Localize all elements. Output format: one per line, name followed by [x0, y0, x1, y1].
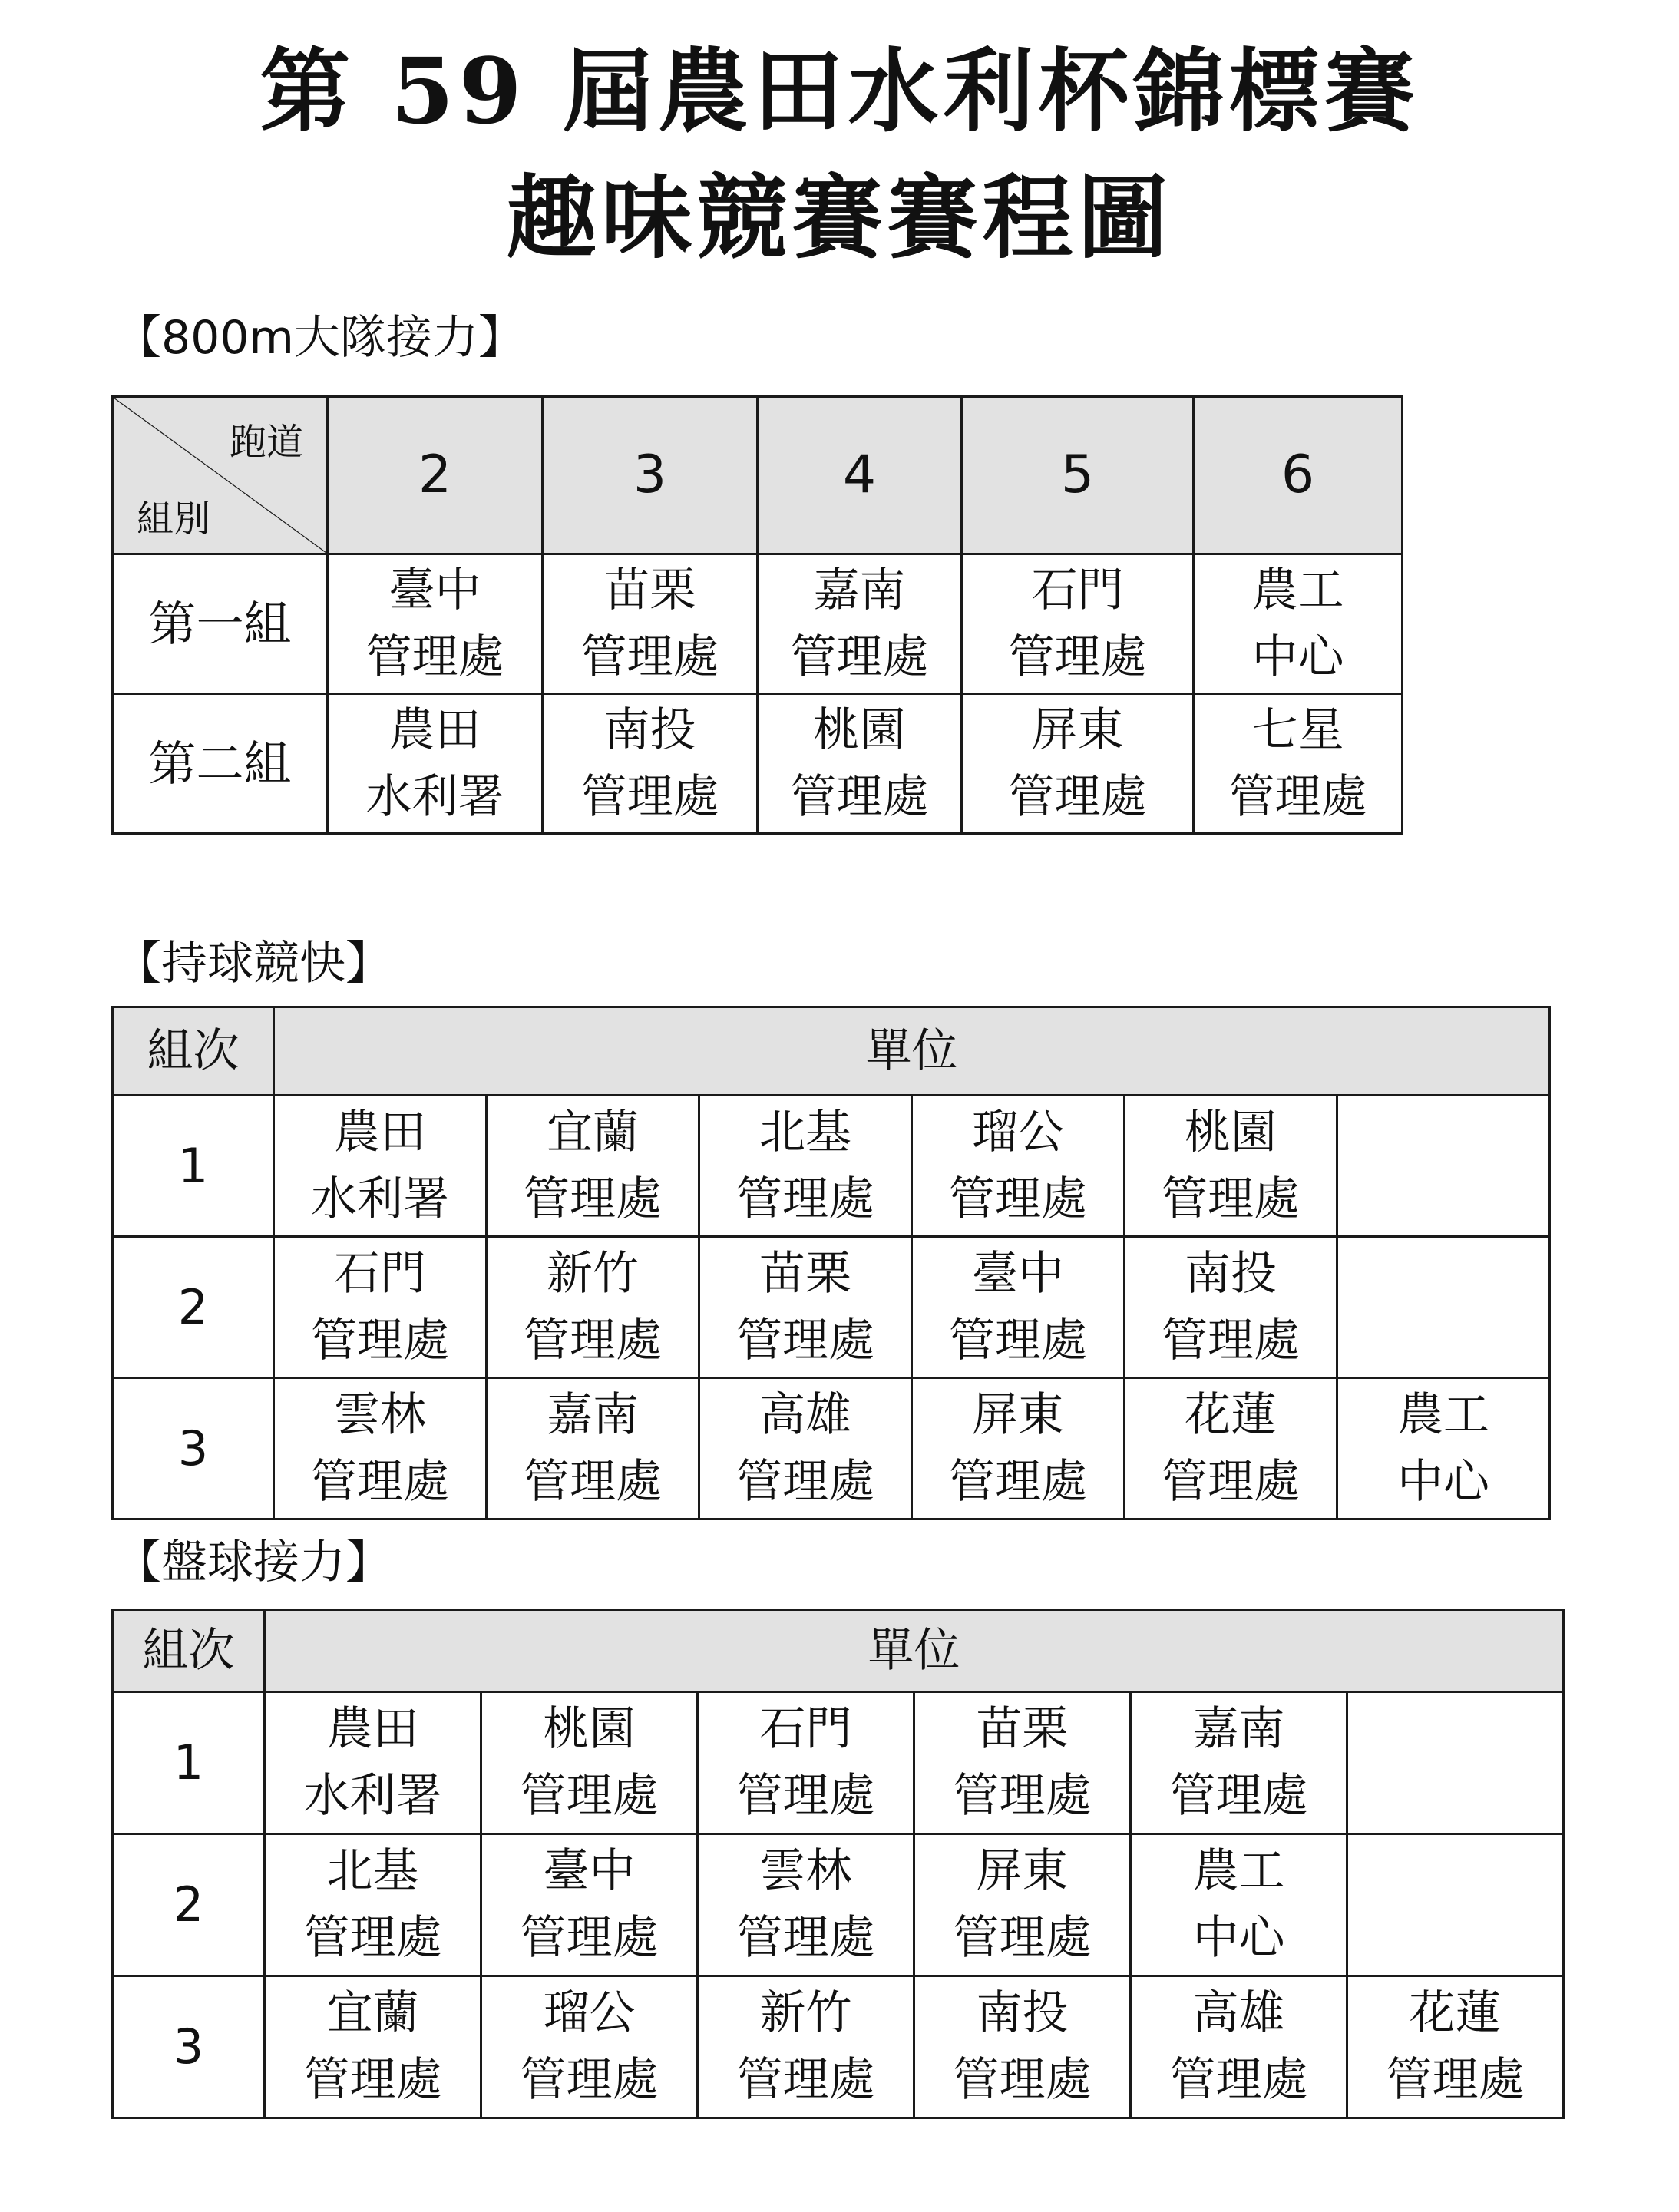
team-unit: 管理處: [1386, 2053, 1525, 2107]
team-cell: [1347, 1976, 1564, 2118]
team-cell: [699, 1378, 912, 1519]
team-unit: 管理處: [303, 2053, 442, 2107]
team-name: 屏東: [1031, 703, 1124, 757]
team-name: 桃園: [543, 1702, 636, 1756]
team-name: 花蓮: [1409, 1986, 1502, 2040]
team-name: 農工: [1397, 1387, 1489, 1442]
table-row: [113, 1378, 1550, 1519]
team-unit: 管理處: [1008, 630, 1147, 684]
team-cell: [698, 1834, 914, 1976]
table-row: [113, 694, 1403, 834]
table-row: [113, 1237, 1550, 1378]
team-unit: 管理處: [1162, 1454, 1300, 1509]
team-cell: [543, 554, 758, 694]
team-cell: [328, 694, 543, 834]
team-unit: 管理處: [520, 1911, 659, 1965]
team-cell: [912, 1096, 1125, 1237]
team-cell: [962, 694, 1194, 834]
team-name: 南投: [603, 703, 696, 757]
team-cell: [487, 1237, 699, 1378]
team-cell: [698, 1692, 914, 1834]
team-unit: 管理處: [1162, 1172, 1300, 1226]
group-axis-label: 組別: [137, 498, 211, 541]
team-name: 高雄: [1192, 1986, 1285, 2040]
team-name: 南投: [1185, 1246, 1277, 1301]
team-name: 瑠公: [972, 1105, 1064, 1159]
team-cell: [1125, 1237, 1337, 1378]
team-unit: 管理處: [949, 1172, 1087, 1226]
team-name: 苗栗: [603, 563, 696, 617]
team-cell: [962, 554, 1194, 694]
team-name: 宜蘭: [326, 1986, 419, 2040]
empty-cell: [1347, 1834, 1564, 1976]
team-name: 嘉南: [813, 563, 906, 617]
team-cell: [1337, 1378, 1550, 1519]
team-name: 高雄: [759, 1387, 851, 1442]
team-cell: [265, 1692, 481, 1834]
team-name: 臺中: [543, 1844, 636, 1898]
team-cell: [1194, 694, 1403, 834]
team-name: 雲林: [334, 1387, 426, 1442]
team-cell: [274, 1096, 487, 1237]
team-name: 宜蘭: [547, 1105, 639, 1159]
team-cell: [1194, 554, 1403, 694]
team-cell: [487, 1096, 699, 1237]
team-unit: 中心: [1251, 630, 1344, 684]
team-unit: 管理處: [949, 1313, 1087, 1367]
group-number: 2: [113, 1237, 274, 1378]
team-cell: [1131, 1976, 1347, 2118]
team-name: 農田: [334, 1105, 426, 1159]
team-name: 花蓮: [1185, 1387, 1277, 1442]
team-cell: [1131, 1692, 1347, 1834]
team-name: 農工: [1192, 1844, 1285, 1898]
group-column-header: 組次: [113, 1610, 265, 1692]
lane-axis-label: 跑道: [229, 421, 303, 464]
team-unit: 管理處: [524, 1454, 662, 1509]
team-unit: 管理處: [1169, 1769, 1308, 1823]
team-unit: 管理處: [736, 1769, 875, 1823]
empty-cell: [1337, 1096, 1550, 1237]
team-name: 新竹: [759, 1986, 852, 2040]
team-unit: 水利署: [303, 1769, 442, 1823]
group-number: 2: [113, 1834, 265, 1976]
team-name: 嘉南: [547, 1387, 639, 1442]
team-name: 七星: [1251, 703, 1344, 757]
team-cell: [914, 1834, 1131, 1976]
team-name: 臺中: [972, 1246, 1064, 1301]
team-name: 苗栗: [976, 1702, 1069, 1756]
team-name: 北基: [759, 1105, 851, 1159]
team-unit: 管理處: [1162, 1313, 1300, 1367]
team-unit: 管理處: [303, 1911, 442, 1965]
team-unit: 管理處: [311, 1313, 449, 1367]
team-cell: [1131, 1834, 1347, 1976]
team-name: 石門: [1031, 563, 1124, 617]
team-cell: [481, 1834, 698, 1976]
team-name: 苗栗: [759, 1246, 851, 1301]
team-cell: [265, 1976, 481, 2118]
team-unit: 水利署: [311, 1172, 449, 1226]
team-cell: [1125, 1096, 1337, 1237]
table-row: [113, 1976, 1564, 2118]
team-unit: 管理處: [736, 1313, 874, 1367]
group-number: 3: [113, 1976, 265, 2118]
unit-column-header: 單位: [265, 1610, 1564, 1692]
table-row: [113, 1096, 1550, 1237]
ball-race-table: [111, 1006, 1551, 1520]
team-name: 屏東: [972, 1387, 1064, 1442]
team-name: 北基: [326, 1844, 419, 1898]
empty-cell: [1347, 1692, 1564, 1834]
group-label: 第一組: [113, 554, 328, 694]
team-unit: 管理處: [953, 2053, 1092, 2107]
lane-header: 5: [962, 397, 1194, 554]
table-row: [113, 1834, 1564, 1976]
team-name: 嘉南: [1192, 1702, 1285, 1756]
team-cell: [758, 554, 962, 694]
team-unit: 中心: [1397, 1454, 1489, 1509]
group-column-header: 組次: [113, 1007, 274, 1096]
team-name: 雲林: [759, 1844, 852, 1898]
team-cell: [698, 1976, 914, 2118]
document-title: 第 59 屆農田水利杯錦標賽: [259, 38, 1420, 144]
group-number: 3: [113, 1378, 274, 1519]
team-unit: 管理處: [580, 769, 719, 824]
table-row: [113, 1692, 1564, 1834]
team-unit: 管理處: [736, 1911, 875, 1965]
ball-race-heading: 【持球競快】: [115, 937, 392, 990]
table-row: [113, 554, 1403, 694]
team-name: 屏東: [976, 1844, 1069, 1898]
team-unit: 管理處: [365, 630, 504, 684]
team-cell: [487, 1378, 699, 1519]
team-cell: [274, 1237, 487, 1378]
relay800-heading: 【800m大隊接力】: [115, 311, 524, 365]
team-cell: [912, 1237, 1125, 1378]
team-unit: 管理處: [1169, 2053, 1308, 2107]
lane-header: 4: [758, 397, 962, 554]
group-number: 1: [113, 1096, 274, 1237]
team-unit: 管理處: [524, 1313, 662, 1367]
lane-header: 6: [1194, 397, 1403, 554]
team-unit: 管理處: [953, 1769, 1092, 1823]
team-name: 新竹: [547, 1246, 639, 1301]
team-unit: 管理處: [580, 630, 719, 684]
team-name: 桃園: [813, 703, 906, 757]
team-unit: 管理處: [520, 1769, 659, 1823]
team-name: 農工: [1251, 563, 1344, 617]
team-cell: [481, 1692, 698, 1834]
team-unit: 管理處: [736, 2053, 875, 2107]
team-unit: 管理處: [736, 1454, 874, 1509]
group-number: 1: [113, 1692, 265, 1834]
team-unit: 管理處: [953, 1911, 1092, 1965]
team-cell: [912, 1378, 1125, 1519]
corner-header-cell: [113, 397, 328, 554]
team-unit: 管理處: [1228, 769, 1367, 824]
lane-header: 3: [543, 397, 758, 554]
team-cell: [699, 1237, 912, 1378]
team-cell: [914, 1976, 1131, 2118]
unit-column-header: 單位: [274, 1007, 1550, 1096]
team-cell: [328, 554, 543, 694]
team-unit: 水利署: [365, 769, 504, 824]
team-cell: [914, 1692, 1131, 1834]
empty-cell: [1337, 1237, 1550, 1378]
team-unit: 管理處: [524, 1172, 662, 1226]
team-cell: [699, 1096, 912, 1237]
team-unit: 管理處: [1008, 769, 1147, 824]
team-name: 石門: [759, 1702, 852, 1756]
team-cell: [1125, 1378, 1337, 1519]
dribble-relay-heading: 【盤球接力】: [115, 1536, 392, 1589]
team-unit: 中心: [1192, 1911, 1285, 1965]
team-name: 南投: [976, 1986, 1069, 2040]
team-unit: 管理處: [949, 1454, 1087, 1509]
team-unit: 管理處: [790, 630, 929, 684]
team-name: 石門: [334, 1246, 426, 1301]
team-name: 臺中: [388, 563, 481, 617]
lane-header: 2: [328, 397, 543, 554]
team-unit: 管理處: [736, 1172, 874, 1226]
team-name: 農田: [388, 703, 481, 757]
team-name: 桃園: [1185, 1105, 1277, 1159]
team-unit: 管理處: [790, 769, 929, 824]
team-name: 瑠公: [543, 1986, 636, 2040]
team-cell: [543, 694, 758, 834]
document-subtitle: 趣味競賽賽程圖: [506, 164, 1173, 271]
dribble-relay-table: [111, 1609, 1565, 2119]
team-cell: [481, 1976, 698, 2118]
team-name: 農田: [326, 1702, 419, 1756]
relay800-table: [111, 395, 1403, 835]
team-unit: 管理處: [520, 2053, 659, 2107]
team-cell: [274, 1378, 487, 1519]
team-cell: [265, 1834, 481, 1976]
team-unit: 管理處: [311, 1454, 449, 1509]
group-label: 第二組: [113, 694, 328, 834]
team-cell: [758, 694, 962, 834]
